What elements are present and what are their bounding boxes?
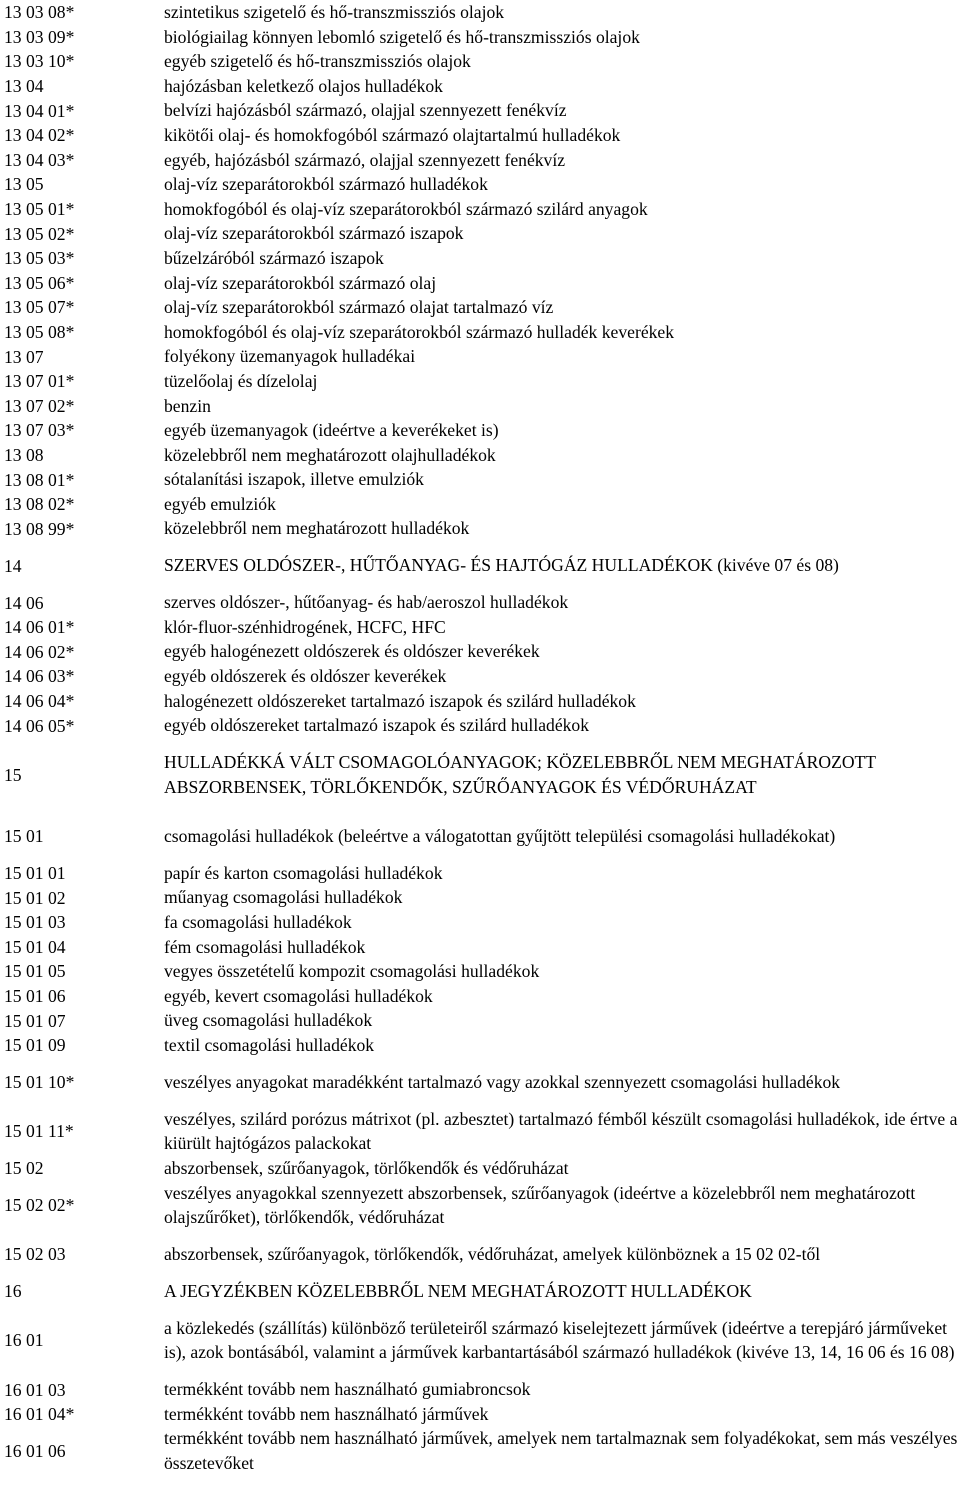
waste-code: 15 02	[4, 1158, 44, 1179]
waste-description: üveg csomagolási hulladékok	[164, 1010, 373, 1031]
list-item	[0, 1303, 960, 1377]
list-item	[0, 861, 960, 886]
list-item	[0, 320, 960, 345]
waste-description: egyéb oldószerek és oldószer keverékek	[164, 666, 447, 687]
list-item	[0, 910, 960, 935]
waste-description: halogénezett oldószereket tartalmazó iszapok és szilárd hulladékok	[164, 690, 636, 711]
waste-description: olaj-víz szeparátorokból származó olajat tartalmazó víz	[164, 297, 554, 318]
waste-description: a közlekedés (szállítás) különböző területeiről származó kiselejtezett járművek (ideértve a terepjáró járműveket is), azok bontásából, valamint a járművek karbantartásából származó hulladékok (kivéve 13, 14, 16 06 és 16 08)	[164, 1317, 955, 1363]
waste-code: 15 01 02	[4, 887, 66, 908]
list-item	[0, 172, 960, 197]
list-item	[0, 1107, 960, 1156]
waste-description: homokfogóból és olaj-víz szeparátorokból származó szilárd anyagok	[164, 198, 648, 219]
list-item	[0, 1230, 960, 1279]
waste-code: 15 01 01	[4, 863, 66, 884]
waste-description: fa csomagolási hulladékok	[164, 911, 352, 932]
list-item	[0, 369, 960, 394]
waste-description: A JEGYZÉKBEN KÖZELEBBRŐL NEM MEGHATÁROZOTT HULLADÉKOK	[164, 1280, 752, 1301]
waste-description: fém csomagolási hulladékok	[164, 936, 366, 957]
waste-code: 14 06	[4, 592, 44, 613]
waste-code: 15 02 02*	[4, 1195, 75, 1216]
list-item	[0, 713, 960, 738]
list-item	[0, 271, 960, 296]
waste-description: papír és karton csomagolási hulladékok	[164, 862, 443, 883]
list-item	[0, 1033, 960, 1058]
waste-description: termékként tovább nem használható gumiabroncsok	[164, 1379, 531, 1400]
list-item	[0, 664, 960, 689]
waste-code: 13 08 02*	[4, 494, 75, 515]
waste-code: 13 04 02*	[4, 125, 75, 146]
waste-description: folyékony üzemanyagok hulladékai	[164, 346, 416, 367]
waste-code: 15 01 06	[4, 986, 66, 1007]
waste-description: textil csomagolási hulladékok	[164, 1034, 375, 1055]
waste-code: 13 04 03*	[4, 149, 75, 170]
waste-code: 13 07 01*	[4, 371, 75, 392]
waste-code: 15 01 04	[4, 936, 66, 957]
list-item	[0, 984, 960, 1009]
waste-description: olaj-víz szeparátorokból származó olaj	[164, 272, 437, 293]
waste-code: 13 04 01*	[4, 100, 75, 121]
waste-code: 13 08 99*	[4, 518, 75, 539]
waste-description: homokfogóból és olaj-víz szeparátorokból származó hulladék keverékek	[164, 321, 675, 342]
list-item	[0, 615, 960, 640]
waste-code: 13 07 02*	[4, 395, 75, 416]
waste-description: benzin	[164, 395, 211, 416]
waste-description: egyéb oldószereket tartalmazó iszapok és szilárd hulladékok	[164, 715, 590, 736]
waste-description: veszélyes, szilárd porózus mátrixot (pl. azbesztet) tartalmazó fémből készült csomagolási hulladékok, ide értve a kiürült hajtógázos palackokat	[164, 1108, 958, 1154]
waste-code: 15 01 11*	[4, 1121, 74, 1142]
waste-code: 13 07	[4, 346, 44, 367]
waste-description: termékként tovább nem használható járművek, amelyek nem tartalmaznak sem folyadékokat, sem más veszélyes összetevőket	[164, 1428, 958, 1474]
waste-description: veszélyes anyagokat maradékként tartalmazó vagy azokkal szennyezett csomagolási hulladékok	[164, 1071, 841, 1092]
list-item	[0, 1377, 960, 1402]
waste-code: 15	[4, 764, 22, 785]
waste-description: olaj-víz szeparátorokból származó hulladékok	[164, 174, 488, 195]
list-item	[0, 1058, 960, 1107]
waste-description: közelebbről nem meghatározott olajhulladékok	[164, 444, 496, 465]
waste-description: közelebbről nem meghatározott hulladékok	[164, 518, 470, 539]
waste-code: 14	[4, 555, 22, 576]
waste-code: 13 05 02*	[4, 223, 75, 244]
list-item	[0, 812, 960, 861]
list-item	[0, 1279, 960, 1304]
list-item	[0, 1181, 960, 1230]
list-item	[0, 394, 960, 419]
waste-code: 16	[4, 1281, 22, 1302]
waste-code: 14 06 02*	[4, 641, 75, 662]
list-item	[0, 516, 960, 541]
list-item	[0, 885, 960, 910]
waste-code: 14 06 01*	[4, 617, 75, 638]
waste-description: egyéb emulziók	[164, 493, 276, 514]
waste-code: 15 01	[4, 826, 44, 847]
waste-description: bűzelzáróból származó iszapok	[164, 247, 384, 268]
waste-description: veszélyes anyagokkal szennyezett abszorbensek, szűrőanyagok (ideértve a közelebbről nem meghatározott olajszűrőket), törlőkendők, védőruházat	[164, 1182, 916, 1228]
waste-code: 13 05 03*	[4, 248, 75, 269]
waste-code: 15 02 03	[4, 1244, 66, 1265]
list-item	[0, 1008, 960, 1033]
list-item	[0, 1156, 960, 1181]
waste-code: 13 05 06*	[4, 272, 75, 293]
list-item	[0, 541, 960, 590]
waste-description: egyéb, kevert csomagolási hulladékok	[164, 985, 433, 1006]
waste-code: 13 03 08*	[4, 2, 75, 23]
list-item	[0, 123, 960, 148]
list-item	[0, 344, 960, 369]
waste-description: vegyes összetételű kompozit csomagolási hulladékok	[164, 961, 540, 982]
waste-code: 13 05 01*	[4, 199, 75, 220]
waste-code: 13 08	[4, 444, 44, 465]
waste-code: 16 01 06	[4, 1441, 66, 1462]
waste-description: szerves oldószer-, hűtőanyag- és hab/aeroszol hulladékok	[164, 592, 569, 613]
list-item	[0, 98, 960, 123]
list-item	[0, 639, 960, 664]
waste-code: 13 08 01*	[4, 469, 75, 490]
list-item	[0, 935, 960, 960]
list-item	[0, 418, 960, 443]
list-item	[0, 0, 960, 25]
list-item	[0, 443, 960, 468]
list-item	[0, 148, 960, 173]
waste-code: 13 05 07*	[4, 297, 75, 318]
waste-code: 13 05 08*	[4, 322, 75, 343]
waste-description: kikötői olaj- és homokfogóból származó olajtartalmú hulladékok	[164, 124, 621, 145]
waste-description: SZERVES OLDÓSZER-, HŰTŐANYAG- ÉS HAJTÓGÁZ HULLADÉKOK (kivéve 07 és 08)	[164, 555, 839, 576]
waste-code: 15 01 09	[4, 1035, 66, 1056]
list-item	[0, 467, 960, 492]
waste-description: klór-fluor-szénhidrogének, HCFC, HFC	[164, 616, 446, 637]
waste-code: 14 06 05*	[4, 715, 75, 736]
list-item	[0, 74, 960, 99]
list-item	[0, 689, 960, 714]
list-item	[0, 221, 960, 246]
waste-description: egyéb halogénezett oldószerek és oldószer keverékek	[164, 641, 540, 662]
waste-code: 16 01 03	[4, 1379, 66, 1400]
waste-description: csomagolási hulladékok (beleértve a válogatottan gyűjtött települési csomagolási hulladékokat)	[164, 825, 836, 846]
list-item	[0, 49, 960, 74]
waste-description: műanyag csomagolási hulladékok	[164, 887, 403, 908]
waste-description: szintetikus szigetelő és hő-transzmissziós olajok	[164, 2, 505, 22]
waste-description: tüzelőolaj és dízelolaj	[164, 370, 318, 391]
waste-description: hajózásban keletkező olajos hulladékok	[164, 75, 443, 96]
waste-code: 15 01 05	[4, 961, 66, 982]
waste-code: 15 01 10*	[4, 1072, 75, 1093]
waste-description: biológiailag könnyen lebomló szigetelő és hő-transzmissziós olajok	[164, 26, 640, 47]
waste-code: 16 01	[4, 1330, 44, 1351]
list-item	[0, 738, 960, 812]
waste-code: 13 04	[4, 76, 44, 97]
waste-description: egyéb szigetelő és hő-transzmissziós olajok	[164, 51, 471, 72]
waste-description: abszorbensek, szűrőanyagok, törlőkendők, védőruházat, amelyek különböznek a 15 02 02-től	[164, 1244, 821, 1264]
waste-description: termékként tovább nem használható járművek	[164, 1403, 489, 1424]
waste-code: 15 01 07	[4, 1010, 66, 1031]
waste-description: abszorbensek, szűrőanyagok, törlőkendők és védőruházat	[164, 1157, 569, 1178]
waste-description: egyéb üzemanyagok (ideértve a keverékeket is)	[164, 420, 499, 441]
waste-code: 13 05	[4, 174, 44, 195]
waste-description: egyéb, hajózásból származó, olajjal szennyezett fenékvíz	[164, 149, 566, 170]
waste-description: HULLADÉKKÁ VÁLT CSOMAGOLÓANYAGOK; KÖZELEBBRŐL NEM MEGHATÁROZOTT ABSZORBENSEK, TÖRLŐKENDŐK, SZŰRŐANYAGOK ÉS VÉDŐRUHÁZAT	[164, 752, 876, 797]
waste-code: 14 06 03*	[4, 666, 75, 687]
waste-code: 13 03 09*	[4, 26, 75, 47]
list-item	[0, 1402, 960, 1427]
waste-code: 13 07 03*	[4, 420, 75, 441]
list-item	[0, 246, 960, 271]
waste-description: belvízi hajózásból származó, olajjal szennyezett fenékvíz	[164, 100, 567, 121]
waste-description: olaj-víz szeparátorokból származó iszapok	[164, 223, 464, 244]
list-item	[0, 1426, 960, 1475]
waste-description: sótalanítási iszapok, illetve emulziók	[164, 469, 424, 490]
waste-code: 14 06 04*	[4, 690, 75, 711]
list-item	[0, 590, 960, 615]
list-item	[0, 197, 960, 222]
list-item	[0, 959, 960, 984]
list-item	[0, 295, 960, 320]
waste-code: 13 03 10*	[4, 51, 75, 72]
waste-code: 15 01 03	[4, 912, 66, 933]
list-item	[0, 25, 960, 50]
list-item	[0, 492, 960, 517]
waste-code: 16 01 04*	[4, 1404, 75, 1425]
